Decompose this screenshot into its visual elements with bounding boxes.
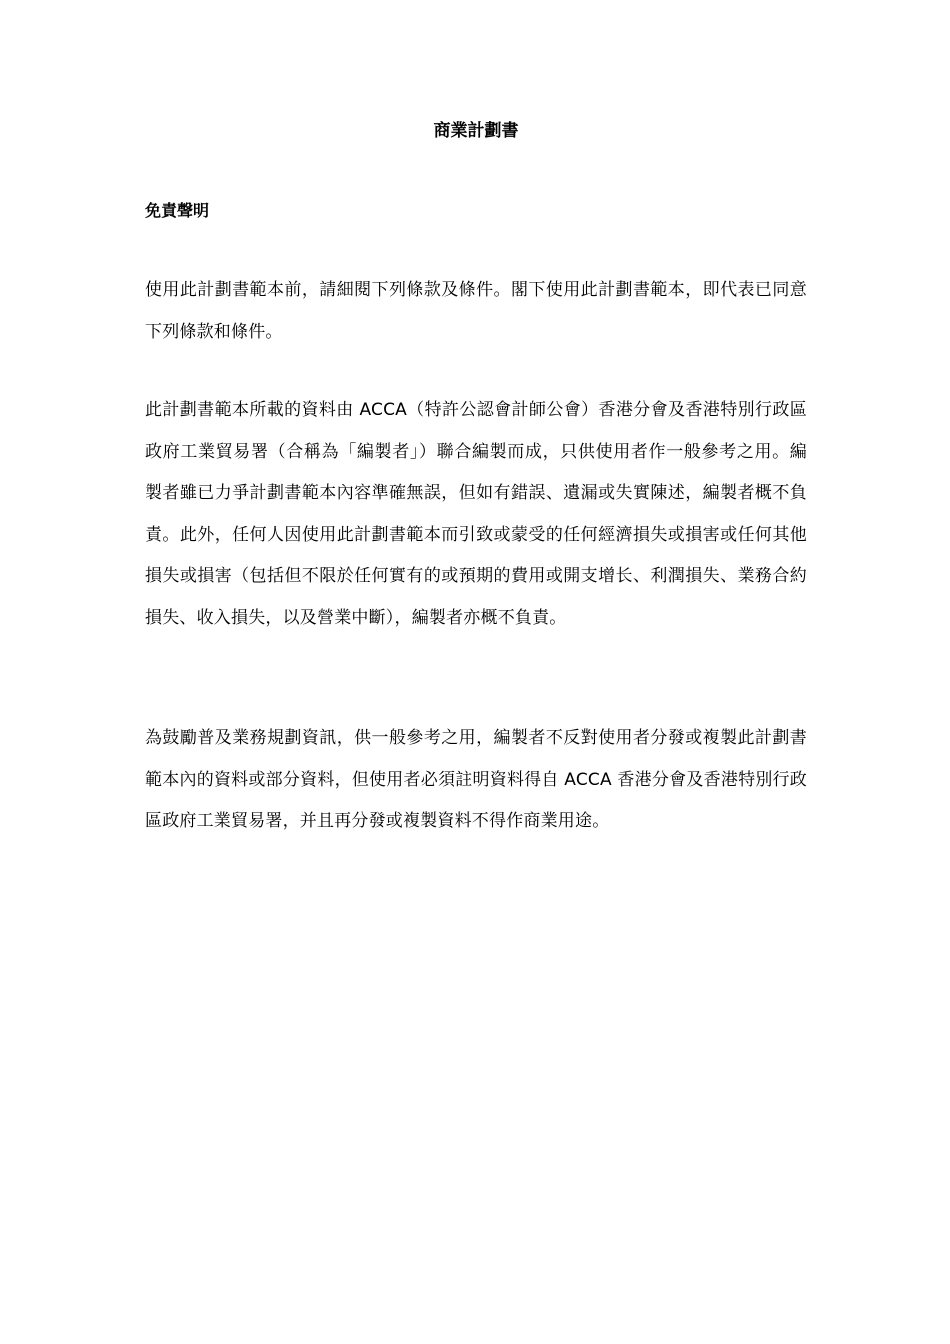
disclaimer-paragraph-1: 使用此計劃書範本前，請細閱下列條款及條件。閣下使用此計劃書範本，即代表已同意下列條款和條件。 — [145, 280, 807, 342]
document-title: 商業計劃書 — [433, 121, 519, 141]
disclaimer-paragraph-2: 此計劃書範本所載的資料由 ACCA（特許公認會計師公會）香港分會及香港特別行政區政府工業貿易署（合稱為「編製者」）聯合編製而成，只供使用者作一般參考之用。編製者雖已力爭計劃書範本內容準確無誤，但如有錯誤、遺漏或失實陳述，編製者概不負責。此外，任何人因使用此計劃書範本而引致或蒙受的任何經濟損失或損害或任何其他損失或損害（包括但不限於任何實有的或預期的費用或開支增长、利潤損失、業務合約損失、收入損失，以及營業中斷），編製者亦概不負責。 — [145, 400, 807, 628]
disclaimer-heading: 免責聲明 — [145, 201, 210, 220]
document-page — [145, 0, 807, 1344]
disclaimer-paragraph-3: 為鼓勵普及業務規劃資訊，供一般參考之用，編製者不反對使用者分發或複製此計劃書範本內的資料或部分資料，但使用者必須註明資料得自 ACCA 香港分會及香港特別行政區政府工業貿易署，并且再分發或複製資料不得作商業用途。 — [145, 728, 807, 831]
